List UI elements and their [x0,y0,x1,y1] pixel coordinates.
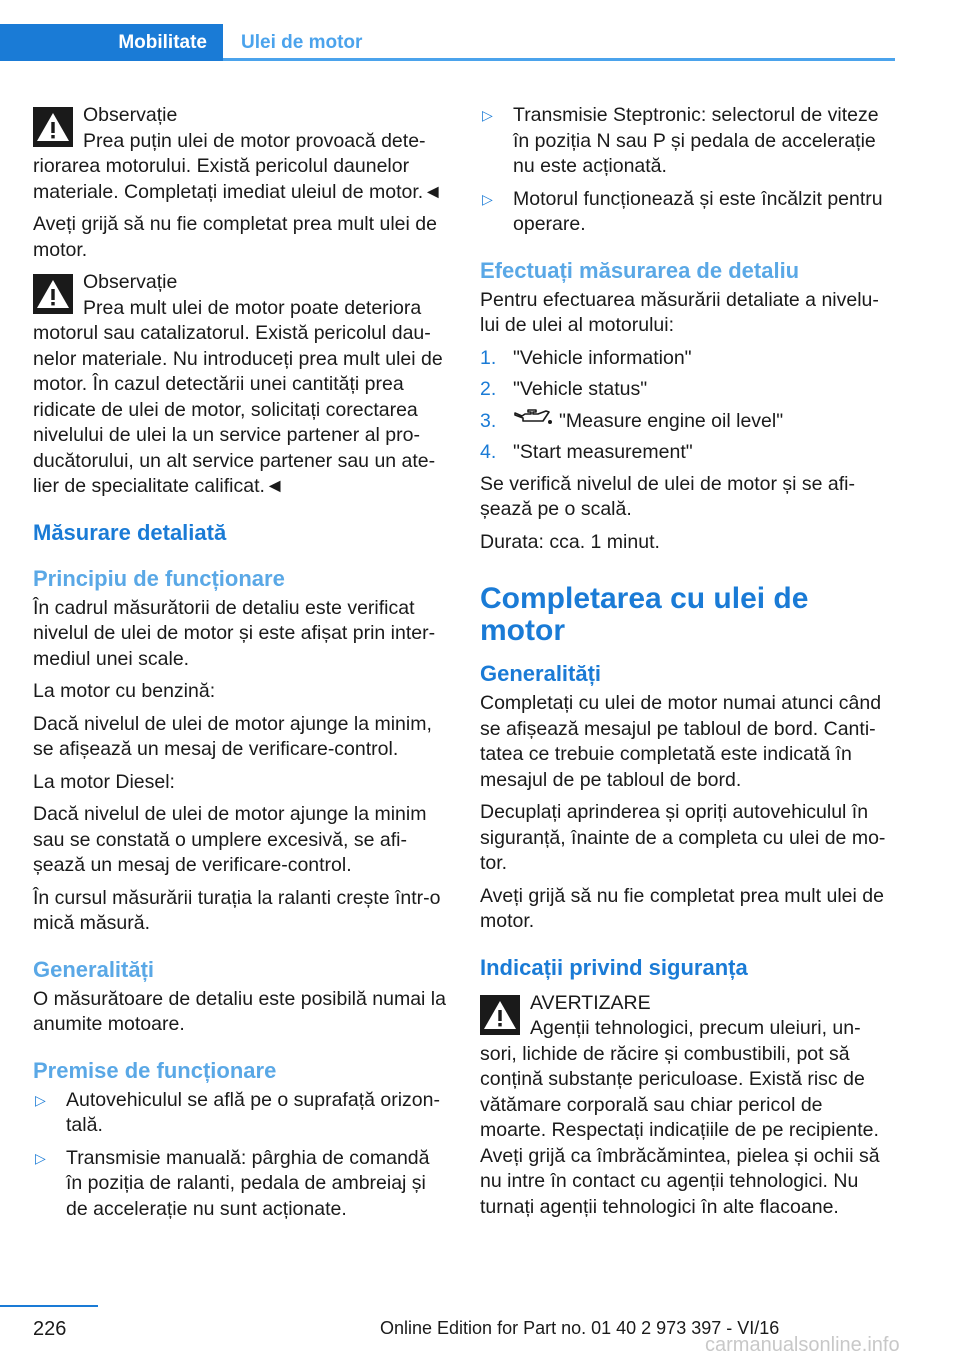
warning-text: Agenții tehnologici, precum uleiuri, un-sori, lichide de răcire și combustibili, pot să conțină substanțe periculoase. Există risc de vătămare corporală sau chiar pericol de moarte. Respectați indicațiile de pe recipiente. Aveți grijă ca îmbrăcămintea, pielea și ochii să nu intre în contact cu agenții tehnologici. Nu turnați agenții tehnologici în alte flacoane. [480,1017,880,1218]
premise-list-continued [480,103,894,238]
paragraph: Decuplați aprinderea și opriți autovehiculul în siguranță, înainte de a completa cu ulei de mo-tor. [480,801,886,875]
step-item: 1. "Vehicle information" [480,346,692,369]
triangle-bullet-icon: ▷ [482,107,493,123]
paragraph: Se verifică nivelul de ulei de motor și se afi-șează pe o scală. [480,472,856,521]
heading-general: Generalități [33,956,155,982]
paragraph: În cursul măsurării turația la ralanti crește într-o mică măsură. [33,886,441,934]
watermark: carmanualsonline.info [705,1334,900,1356]
paragraph: Aveți grijă să nu fie completat prea mult ulei de motor. [480,884,884,933]
warning-note [480,991,894,1221]
warning-text: Prea mult ulei de motor poate deteriora motorul sau catalizatorul. Există pericolul dau-nelor materiale. Nu introduceți prea mult ulei de motor. În cazul detectării unei cantități prea ridicate de ulei de motor, solicitați corectarea nivelului de ulei la un service partener al pro-ducătorului, un alt service partener sau un ate-lier de specialitate calificat.◄ [33,296,443,497]
step-item: 3. "Measure engine oil level" [480,409,894,435]
warning-note [33,270,447,500]
heading-general: Generalități [480,661,602,687]
triangle-bullet-icon: ▷ [35,1091,46,1108]
paragraph: Completați cu ulei de motor numai atunci când se afișează mesajul pe tabloul de bord. Canti-tatea ce trebuie completată este indicată în mesajul de pe tabloul de bord. [480,692,882,791]
list-item: ▷ Motorul funcționează și este încălzit pentru operare. [482,187,883,235]
section-tab [0,24,223,61]
heading-detail-measure: Măsurare detaliată [33,519,227,545]
heading-do-measure: Efectuați măsurarea de detaliu [480,257,800,283]
premise-list [33,1088,447,1223]
section-label: Mobilitate [118,32,207,53]
warning-text: Prea puțin ulei de motor provoacă dete-riorarea motorului. Există pericolul daunelor materiale. Completați imediat uleiul de motor.◄ [33,129,443,203]
warning-note [33,103,447,205]
paragraph: În cadrul măsurătorii de detaliu este verificat nivelul de ulei de motor și este afișat prin inter-mediul unei scale. [33,596,436,670]
paragraph: La motor Diesel: [33,770,175,793]
paragraph: Pentru efectuarea măsurării detaliate a nivelu-lui de ulei al motorului: [480,288,879,336]
warning-icon [480,995,520,1035]
paragraph: Dacă nivelul de ulei de motor ajunge la minim sau se constată o umplere excesivă, se afi-șează un mesaj de verificare-control. [33,803,427,876]
header-rule [223,58,895,61]
warning-title: AVERTIZARE [530,991,651,1014]
warning-icon [33,274,73,314]
warning-title: Observație [83,104,178,126]
heading-premise: Premise de funcționare [33,1057,277,1083]
page-number: 226 [33,1318,67,1340]
heading-safety: Indicații privind siguranța [480,954,748,980]
steps-list [480,346,894,466]
step-item: 4. "Start measurement" [480,441,693,464]
warning-title: Observație [83,271,178,293]
warning-icon [33,107,73,147]
triangle-bullet-icon: ▷ [35,1149,46,1166]
footer-rule [0,1305,98,1307]
triangle-bullet-icon: ▷ [482,190,493,207]
list-item: ▷ Autovehiculul se află pe o suprafață orizon-tală. [35,1088,440,1136]
oil-can-icon [513,409,553,435]
left-column [33,103,447,1232]
step-item: 2. "Vehicle status" [480,378,648,400]
paragraph: Dacă nivelul de ulei de motor ajunge la minim, se afișează un mesaj de verificare-control. [33,712,432,760]
list-item: ▷ Transmisie Steptronic: selectorul de viteze în poziția N sau P și pedala de accelerație nu este acționată. [482,104,879,177]
paragraph: Aveți grijă să nu fie completat prea mult ulei de motor. [33,213,437,261]
paragraph: Durata: cca. 1 minut. [480,530,660,553]
list-item: ▷ Transmisie manuală: pârghia de comandă în poziția de ralanti, pedala de ambreiaj și de accelerație nu sunt acționate. [35,1146,430,1220]
paragraph: O măsurătoare de detaliu este posibilă numai la anumite motoare. [33,987,446,1035]
edition-label: Online Edition for Part no. 01 40 2 973 397 - VI/16 [380,1318,780,1338]
page-header [0,24,895,61]
right-column [480,103,894,1227]
heading-principle: Principiu de funcționare [33,565,285,591]
paragraph: La motor cu benzină: [33,680,216,702]
topic-label: Ulei de motor [241,32,363,53]
heading-refill: Completarea cu ulei de motor [480,582,809,648]
